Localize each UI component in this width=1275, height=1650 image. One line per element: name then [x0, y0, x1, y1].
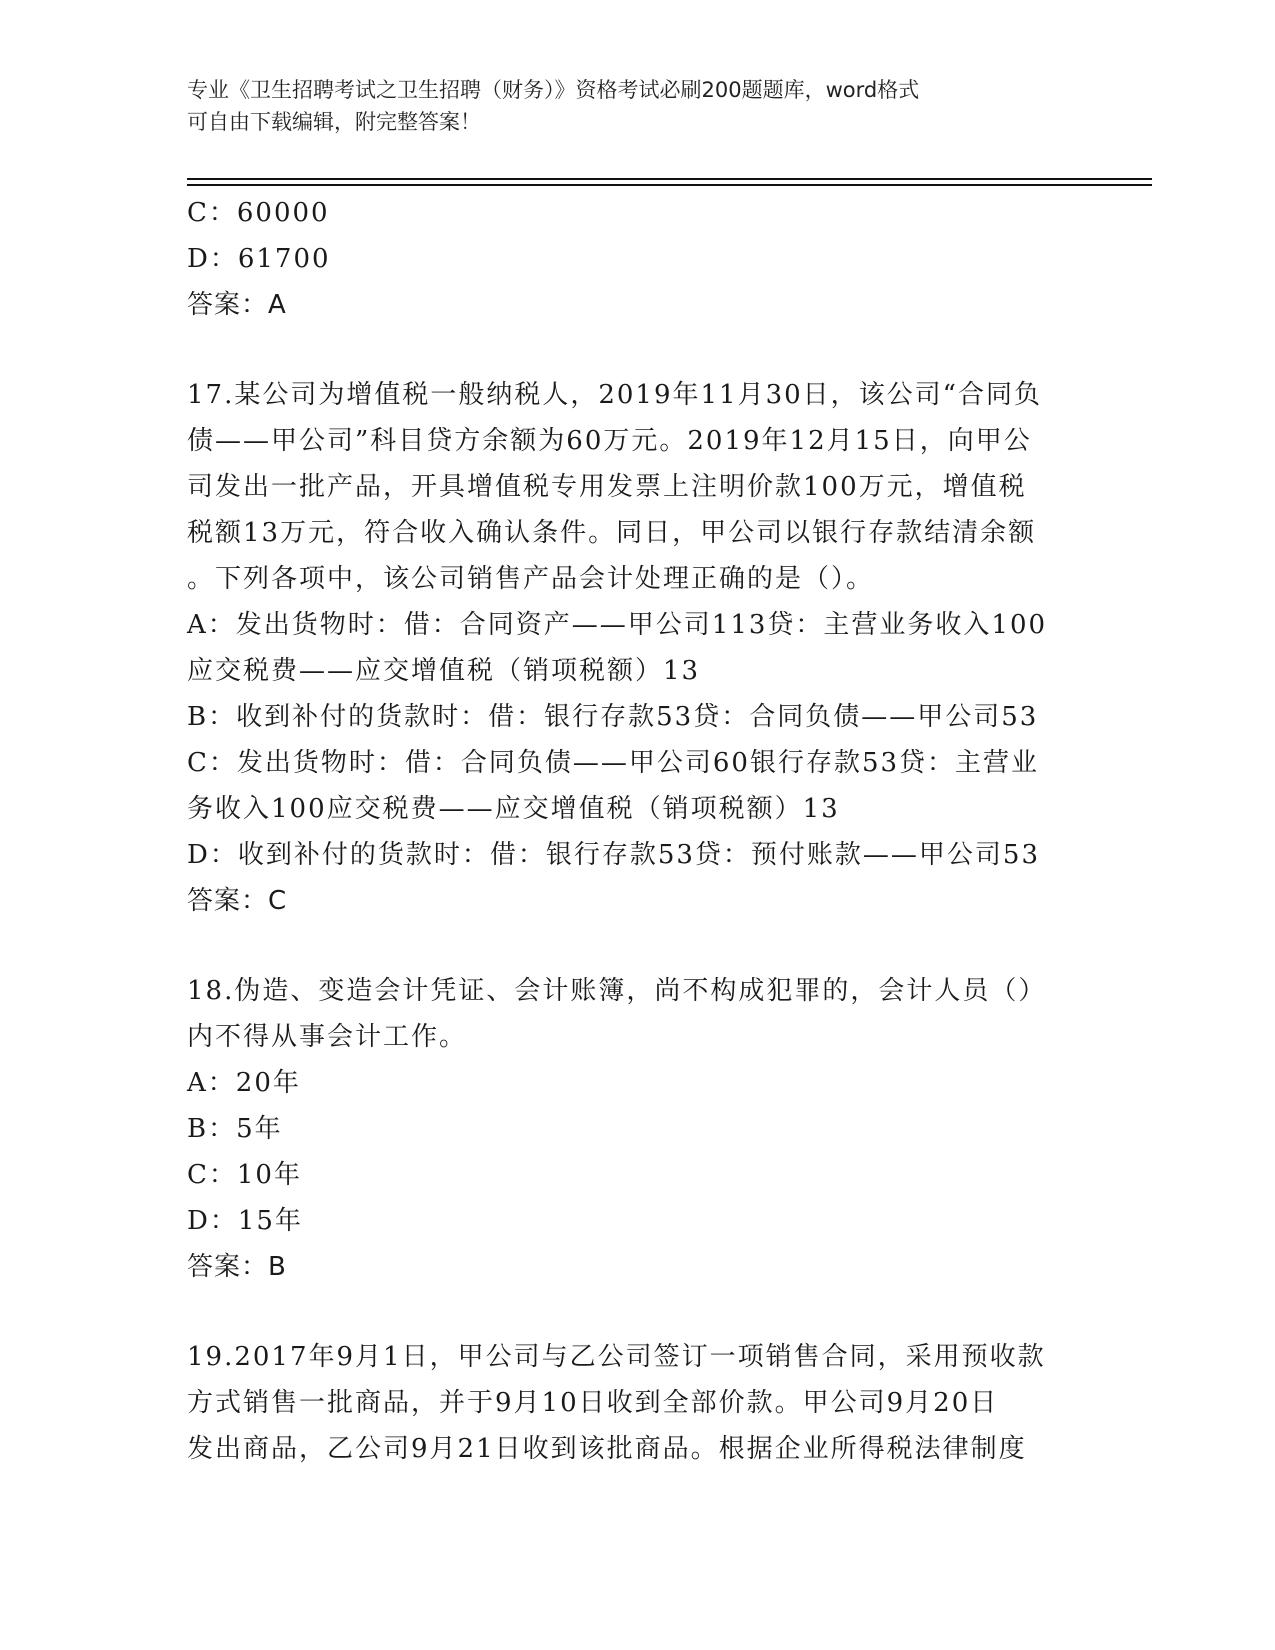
question-17 [187, 372, 1087, 924]
spacer [187, 924, 1087, 968]
previous-question-tail [187, 190, 1087, 328]
question-stem-line: 内不得从事会计工作。 [187, 1022, 468, 1052]
question-stem-line: 。下列各项中，该公司销售产品会计处理正确的是（）。 [187, 564, 875, 594]
option-c-continued: 务收入100应交税费——应交增值税（销项税额）13 [187, 794, 840, 824]
question-stem-line: 司发出一批产品，开具增值税专用发票上注明价款100万元，增值税 [187, 472, 1027, 502]
question-stem-line: 债——甲公司”科目贷方余额为60万元。2019年12月15日，向甲公 [187, 426, 1032, 456]
answer: 答案：B [187, 1252, 287, 1282]
option-a: A：发出货物时：借：合同资产——甲公司113贷：主营业务收入100 [187, 610, 1048, 640]
option-d: D：15年 [187, 1206, 303, 1236]
question-19 [187, 1334, 1087, 1472]
answer: 答案：A [187, 290, 287, 320]
question-content [187, 190, 1087, 1472]
question-18 [187, 968, 1087, 1290]
spacer [187, 1290, 1087, 1334]
header-divider-bottom [187, 184, 1152, 186]
option-d: D：收到补付的货款时：借：银行存款53贷：预付账款——甲公司53 [187, 840, 1041, 870]
question-stem-line: 方式销售一批商品，并于9月10日收到全部价款。甲公司9月20日 [187, 1388, 999, 1418]
header-title-line-1: 专业《卫生招聘考试之卫生招聘（财务）》资格考试必刷200题题库，word格式 [187, 78, 920, 102]
header-divider-top [187, 178, 1152, 180]
option-c: C：发出货物时：借：合同负债——甲公司60银行存款53贷：主营业 [187, 748, 1040, 778]
page-header [187, 74, 1087, 138]
option-a: A：20年 [187, 1068, 301, 1098]
question-stem-line: 19.2017年9月1日，甲公司与乙公司签订一项销售合同，采用预收款 [187, 1342, 1046, 1372]
option-b: B：收到补付的货款时：借：银行存款53贷：合同负债——甲公司53 [187, 702, 1039, 732]
question-stem-line: 18.伪造、变造会计凭证、会计账簿，尚不构成犯罪的，会计人员（） [187, 976, 1047, 1006]
option-d: D：61700 [187, 244, 331, 274]
option-c: C：10年 [187, 1160, 302, 1190]
option-b: B：5年 [187, 1114, 283, 1144]
question-stem-line: 税额13万元，符合收入确认条件。同日，甲公司以银行存款结清余额 [187, 518, 1037, 548]
question-stem-line: 17.某公司为增值税一般纳税人，2019年11月30日，该公司“合同负 [187, 380, 1042, 410]
spacer [187, 328, 1087, 372]
question-stem-line: 发出商品，乙公司9月21日收到该批商品。根据企业所得税法律制度 [187, 1434, 1027, 1464]
answer: 答案：C [187, 886, 288, 916]
option-c: C：60000 [187, 198, 330, 228]
header-title-line-2: 可自由下载编辑，附完整答案！ [187, 110, 481, 134]
option-a-continued: 应交税费——应交增值税（销项税额）13 [187, 656, 701, 686]
